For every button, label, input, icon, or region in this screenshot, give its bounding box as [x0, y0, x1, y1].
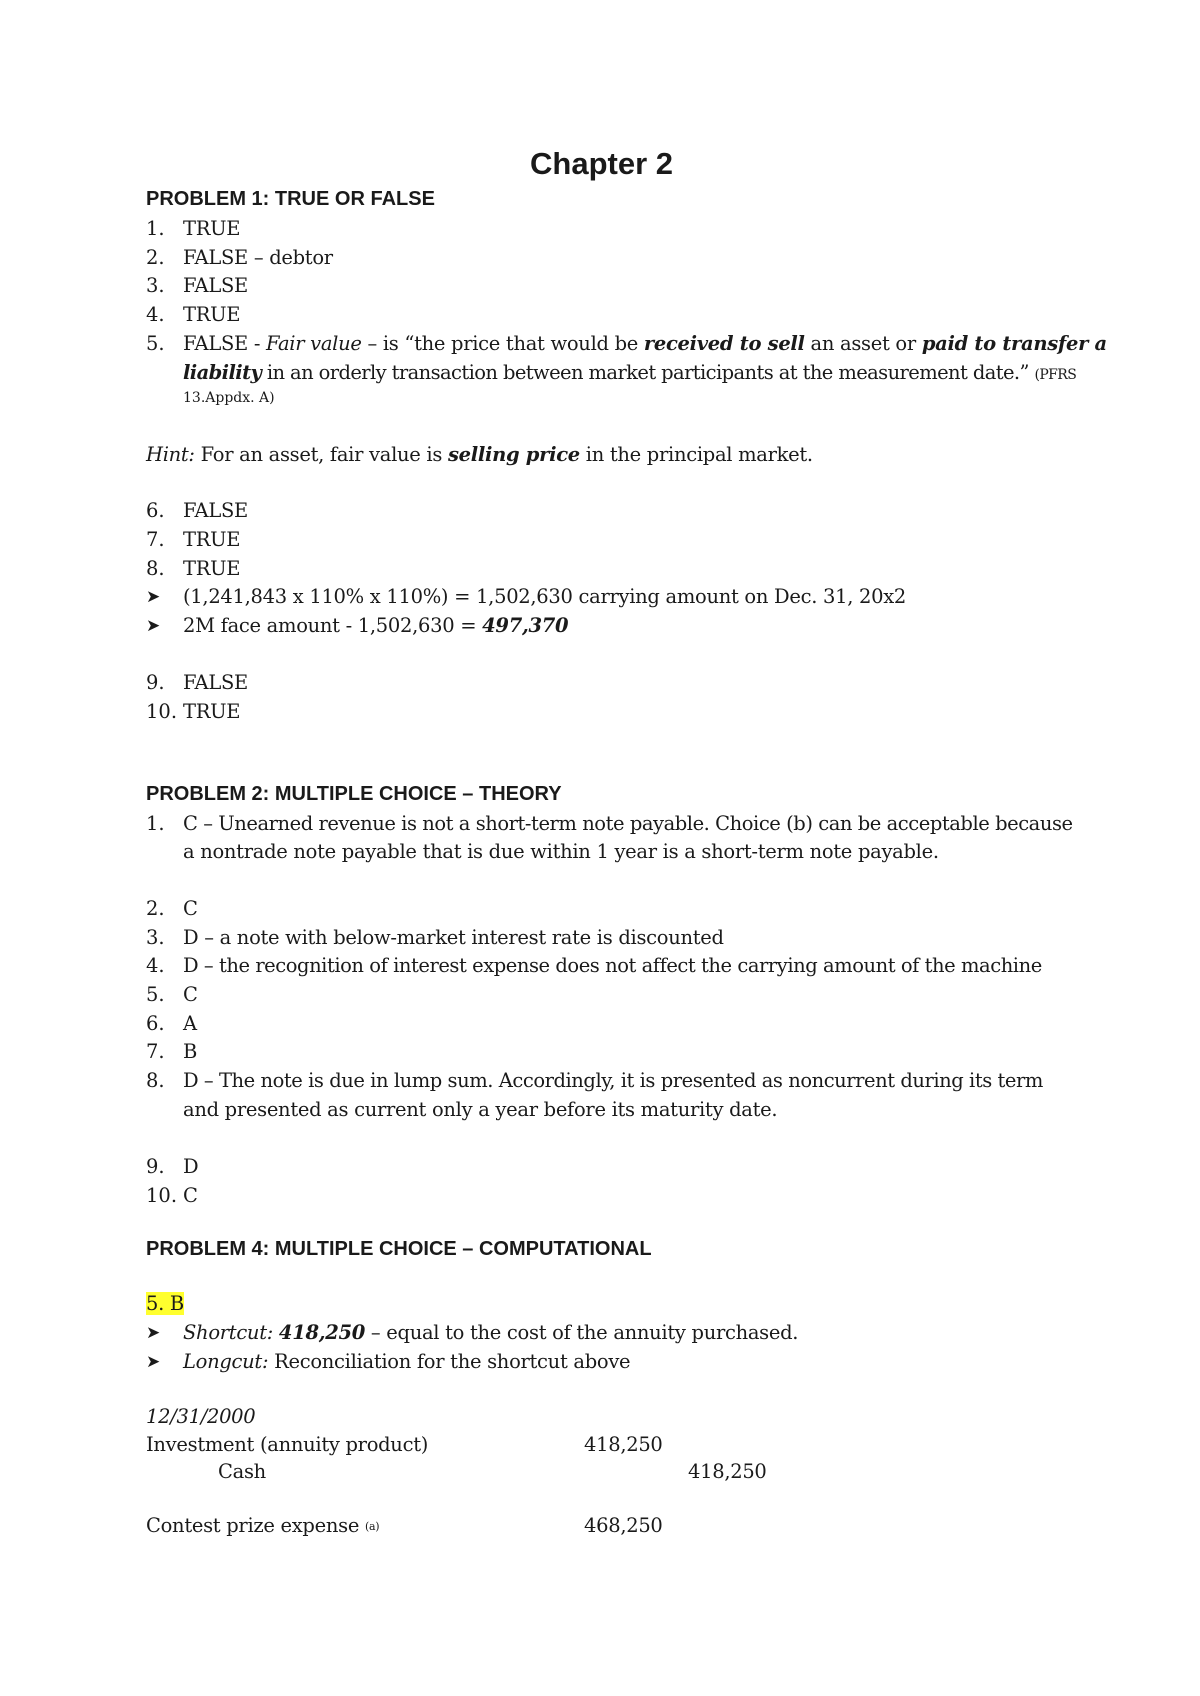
- list-number: 8.: [146, 557, 165, 580]
- list-item-5-line-1: [183, 332, 1107, 355]
- list-item: D: [183, 1155, 199, 1178]
- list-number: 3.: [146, 926, 165, 949]
- list-number: 1.: [146, 217, 165, 240]
- bullet-text: 2M face amount - 1,502,630 =: [183, 614, 483, 637]
- journal-debit: 418,250: [584, 1433, 663, 1456]
- list-number: 4.: [146, 954, 165, 977]
- list-item-5-line-3: 13.Appdx. A): [183, 390, 275, 406]
- hint-emphasis: selling price: [447, 443, 580, 466]
- list-number: 8.: [146, 1069, 165, 1092]
- problem-4-heading: PROBLEM 4: MULTIPLE CHOICE – COMPUTATIONAL: [146, 1238, 652, 1260]
- bullet-label: Shortcut:: [183, 1321, 274, 1344]
- list-item-continuation: and presented as current only a year before its maturity date.: [183, 1098, 778, 1121]
- journal-account: [146, 1514, 379, 1537]
- page-title: Chapter 2: [530, 146, 673, 181]
- bullet-item: (1,241,843 x 110% x 110%) = 1,502,630 carrying amount on Dec. 31, 20x2: [183, 585, 907, 608]
- list-item: C: [183, 897, 198, 920]
- list-item: FALSE: [183, 671, 248, 694]
- journal-account: Cash: [218, 1460, 266, 1483]
- bullet-label: Longcut:: [183, 1350, 269, 1373]
- list-item: TRUE: [183, 528, 241, 551]
- journal-account: Investment (annuity product): [146, 1433, 429, 1456]
- account-text: Contest prize expense: [146, 1514, 365, 1537]
- list-item: TRUE: [183, 217, 241, 240]
- problem-2-heading: PROBLEM 2: MULTIPLE CHOICE – THEORY: [146, 783, 562, 805]
- list-item: B: [183, 1040, 198, 1063]
- list-number: 6.: [146, 499, 165, 522]
- list-item: C – Unearned revenue is not a short-term note payable. Choice (b) can be acceptable because: [183, 812, 1073, 835]
- list-item: D – a note with below-market interest rate is discounted: [183, 926, 724, 949]
- hint-paragraph: [146, 443, 813, 466]
- journal-credit: 418,250: [688, 1460, 767, 1483]
- item-text-emphasis: paid to transfer a: [921, 332, 1107, 355]
- list-number: 5.: [146, 332, 165, 355]
- bullet-emphasis: 497,370: [482, 614, 569, 637]
- list-item: C: [183, 983, 198, 1006]
- list-number: 7.: [146, 1040, 165, 1063]
- list-item: D – the recognition of interest expense does not affect the carrying amount of the machine: [183, 954, 1042, 977]
- arrow-bullet-icon: ➤: [146, 1323, 161, 1343]
- bullet-item: [183, 614, 568, 637]
- bullet-emphasis: 418,250: [278, 1321, 366, 1344]
- item-text-emphasis: received to sell: [643, 332, 805, 355]
- list-number: 1.: [146, 812, 165, 835]
- list-number: 10.: [146, 1184, 178, 1207]
- list-number: 3.: [146, 274, 165, 297]
- list-number: 7.: [146, 528, 165, 551]
- list-item-5-line-2: [183, 361, 1076, 384]
- item-text: FALSE -: [183, 332, 267, 355]
- problem-1-heading: PROBLEM 1: TRUE OR FALSE: [146, 188, 435, 210]
- list-item-continuation: a nontrade note payable that is due within 1 year is a short-term note payable.: [183, 840, 939, 863]
- list-number: 10.: [146, 700, 178, 723]
- shortcut-bullet: [183, 1321, 798, 1344]
- longcut-bullet: [183, 1350, 630, 1373]
- item-text: in an orderly transaction between market participants at the measurement date.”: [261, 361, 1035, 384]
- hint-label: Hint:: [146, 443, 195, 466]
- hint-text: For an asset, fair value is: [194, 443, 448, 466]
- bullet-text: – equal to the cost of the annuity purchased.: [365, 1321, 799, 1344]
- entry-date: 12/31/2000: [146, 1405, 256, 1428]
- list-item: TRUE: [183, 700, 241, 723]
- list-item: A: [183, 1012, 197, 1035]
- item-text: – is “the price that would be: [361, 332, 644, 355]
- list-number: 9.: [146, 671, 165, 694]
- list-number: 6.: [146, 1012, 165, 1035]
- list-item: C: [183, 1184, 198, 1207]
- item-text-small: (PFRS: [1034, 367, 1077, 383]
- journal-debit: 468,250: [584, 1514, 663, 1537]
- list-number: 2.: [146, 246, 165, 269]
- highlighted-answer: 5. B: [146, 1292, 184, 1315]
- item-text-emphasis: liability: [183, 361, 262, 384]
- list-number: 2.: [146, 897, 165, 920]
- item-text-italic: Fair value: [266, 332, 362, 355]
- list-number: 5.: [146, 983, 165, 1006]
- arrow-bullet-icon: ➤: [146, 616, 161, 636]
- footnote-marker: (a): [364, 1520, 380, 1533]
- list-number: 9.: [146, 1155, 165, 1178]
- list-item: FALSE: [183, 274, 248, 297]
- item-text: an asset or: [804, 332, 922, 355]
- list-item: TRUE: [183, 557, 241, 580]
- list-number: 4.: [146, 303, 165, 326]
- hint-text: in the principal market.: [579, 443, 813, 466]
- list-item: D – The note is due in lump sum. Accordingly, it is presented as noncurrent during its term: [183, 1069, 1043, 1092]
- arrow-bullet-icon: ➤: [146, 1352, 161, 1372]
- list-item: FALSE – debtor: [183, 246, 333, 269]
- bullet-text: Reconciliation for the shortcut above: [268, 1350, 631, 1373]
- arrow-bullet-icon: ➤: [146, 587, 161, 607]
- list-item: TRUE: [183, 303, 241, 326]
- list-item: FALSE: [183, 499, 248, 522]
